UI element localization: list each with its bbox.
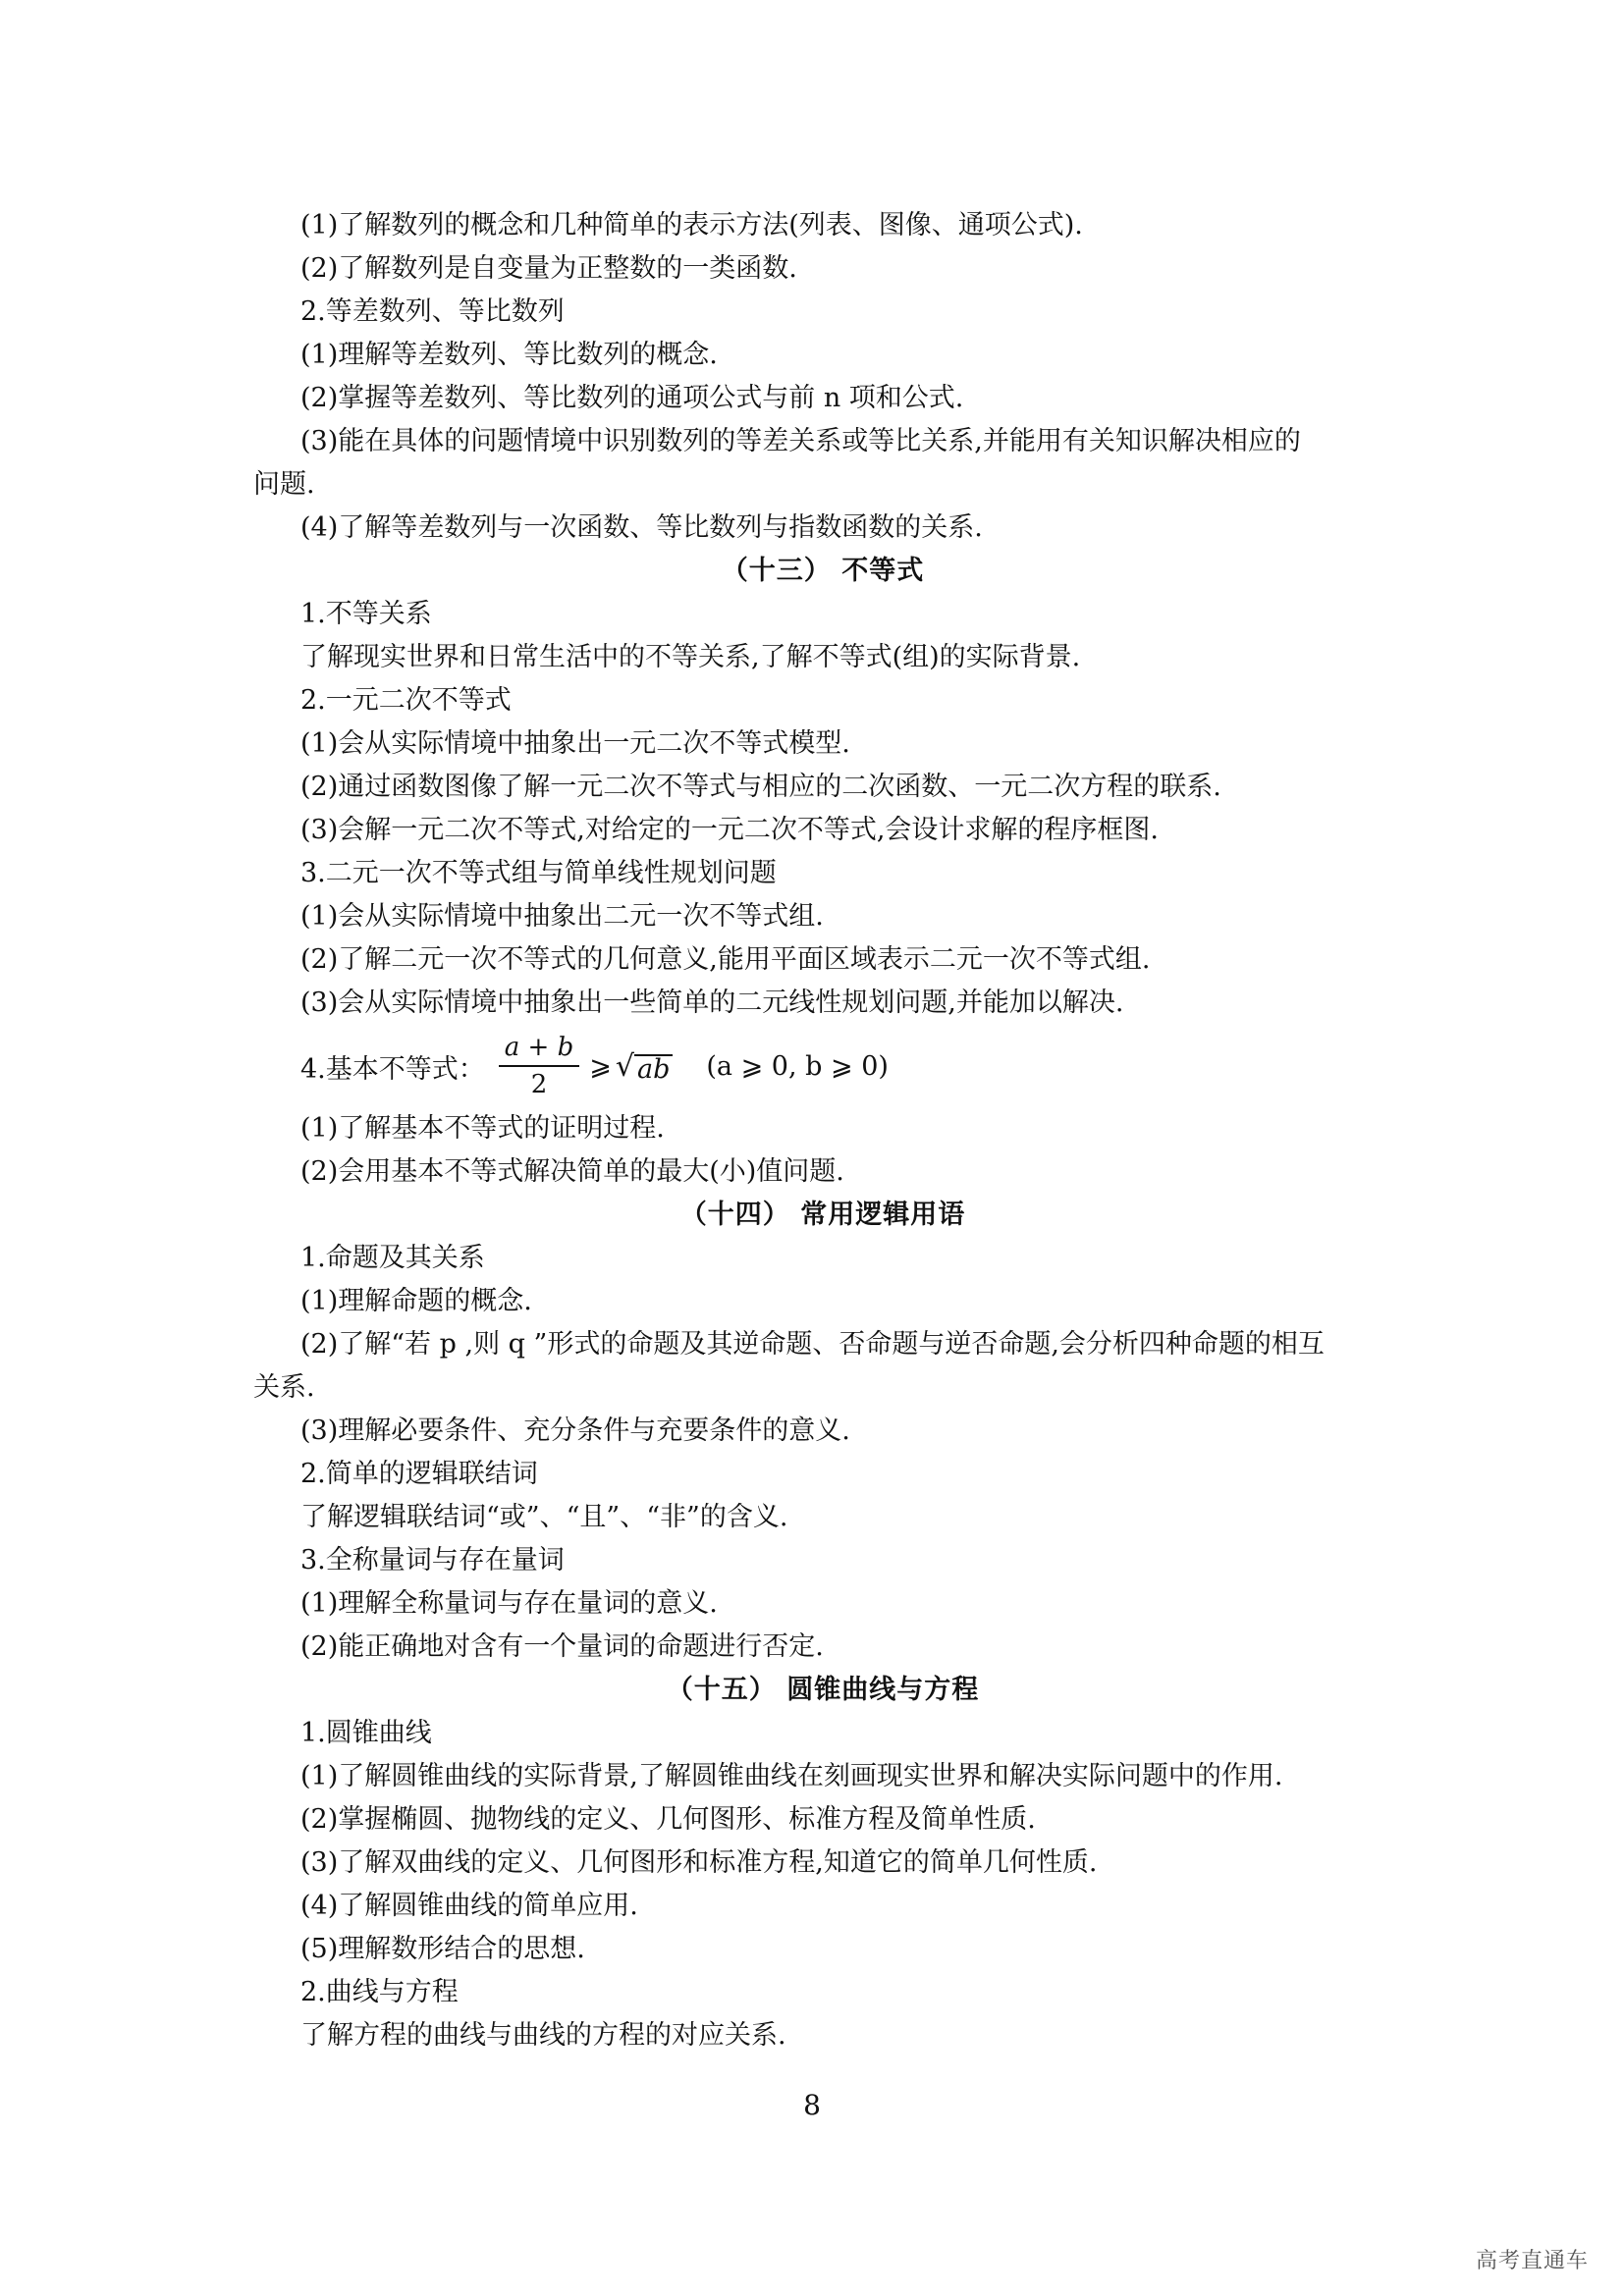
paragraph-first-line: (3)能在具体的问题情境中识别数列的等差关系或等比关系,并能用有关知识解决相应的 (300, 426, 1301, 456)
text-line: (3)了解双曲线的定义、几何图形和标准方程,知道它的简单几何性质. (300, 1847, 1098, 1878)
text-line: 3.二元一次不等式组与简单线性规划问题 (300, 858, 777, 888)
text-line: 2.一元二次不等式 (300, 685, 512, 716)
text-line: (1)了解基本不等式的证明过程. (300, 1113, 665, 1144)
text-line: (2)了解二元一次不等式的几何意义,能用平面区域表示二元一次不等式组. (300, 944, 1151, 975)
section-heading-14: （十四） 常用逻辑用语 (679, 1200, 966, 1230)
page-number: 8 (803, 2089, 821, 2121)
text-line: 了解现实世界和日常生活中的不等关系,了解不等式(组)的实际背景. (300, 642, 1081, 672)
text-line: 1.不等关系 (300, 599, 432, 629)
fraction-denominator: 2 (530, 1070, 548, 1099)
text-line: 1.命题及其关系 (300, 1243, 485, 1273)
text-line: (1)理解命题的概念. (300, 1286, 532, 1316)
text-line: (2)能正确地对含有一个量词的命题进行否定. (300, 1631, 824, 1662)
text-line: (2)会用基本不等式解决简单的最大(小)值问题. (300, 1156, 844, 1187)
formula-condition: (a ⩾ 0, b ⩾ 0) (706, 1050, 889, 1082)
text-line: 2.曲线与方程 (300, 1977, 459, 2007)
paragraph-continuation: 问题. (253, 469, 315, 500)
page-content (253, 204, 1392, 2057)
text-line: 了解方程的曲线与曲线的方程的对应关系. (300, 2020, 786, 2051)
fraction (499, 1032, 579, 1100)
text-line: 2.等差数列、等比数列 (300, 296, 565, 327)
paragraph-continuation: 关系. (253, 1372, 315, 1403)
section-heading-15: （十五） 圆锥曲线与方程 (666, 1675, 980, 1705)
text-line: 3.全称量词与存在量词 (300, 1545, 565, 1575)
paragraph-first-line: (2)了解“若 p ,则 q ”形式的命题及其逆命题、否命题与逆否命题,会分析四种命题的相互 (300, 1329, 1325, 1360)
wrapped-paragraph (253, 420, 1392, 507)
text-line: 了解逻辑联结词“或”、“且”、“非”的含义. (300, 1502, 788, 1532)
text-line: (2)掌握椭圆、抛物线的定义、几何图形、标准方程及简单性质. (300, 1804, 1036, 1835)
text-line: 2.简单的逻辑联结词 (300, 1459, 538, 1489)
text-line: (4)了解等差数列与一次函数、等比数列与指数函数的关系. (300, 512, 983, 543)
formula-label: 4.基本不等式： (300, 1053, 485, 1085)
watermark-text: 高考直通车 (1475, 2249, 1589, 2273)
text-line: (1)了解圆锥曲线的实际背景,了解圆锥曲线在刻画现实世界和解决实际问题中的作用. (300, 1761, 1283, 1791)
radical-sign: √ (615, 1048, 634, 1084)
fraction-numerator: a + b (499, 1032, 579, 1067)
text-line: (1)理解等差数列、等比数列的概念. (300, 340, 718, 370)
text-line: (2)掌握等差数列、等比数列的通项公式与前 n 项和公式. (300, 383, 964, 413)
text-line: 1.圆锥曲线 (300, 1718, 432, 1748)
basic-inequality-formula (253, 1025, 1392, 1107)
geq-symbol: ⩾ (589, 1050, 612, 1082)
text-line: (3)会解一元二次不等式,对给定的一元二次不等式,会设计求解的程序框图. (300, 815, 1159, 845)
text-line: (4)了解圆锥曲线的简单应用. (300, 1891, 638, 1921)
text-line: (3)会从实际情境中抽象出一些简单的二元线性规划问题,并能加以解决. (300, 988, 1124, 1018)
text-line: (5)理解数形结合的思想. (300, 1934, 585, 1964)
text-line: (2)通过函数图像了解一元二次不等式与相应的二次函数、一元二次方程的联系. (300, 772, 1221, 802)
text-line: (2)了解数列是自变量为正整数的一类函数. (300, 253, 797, 284)
text-line: (1)会从实际情境中抽象出二元一次不等式组. (300, 901, 824, 932)
square-root (616, 1049, 674, 1084)
text-line: (1)理解全称量词与存在量词的意义. (300, 1588, 718, 1619)
text-line: (1)会从实际情境中抽象出一元二次不等式模型. (300, 728, 850, 759)
text-line: (1)了解数列的概念和几种简单的表示方法(列表、图像、通项公式). (300, 210, 1083, 240)
section-heading-13: （十三） 不等式 (721, 556, 925, 586)
wrapped-paragraph (253, 1323, 1392, 1410)
text-line: (3)理解必要条件、充分条件与充要条件的意义. (300, 1415, 850, 1446)
radicand: ab (634, 1054, 673, 1084)
